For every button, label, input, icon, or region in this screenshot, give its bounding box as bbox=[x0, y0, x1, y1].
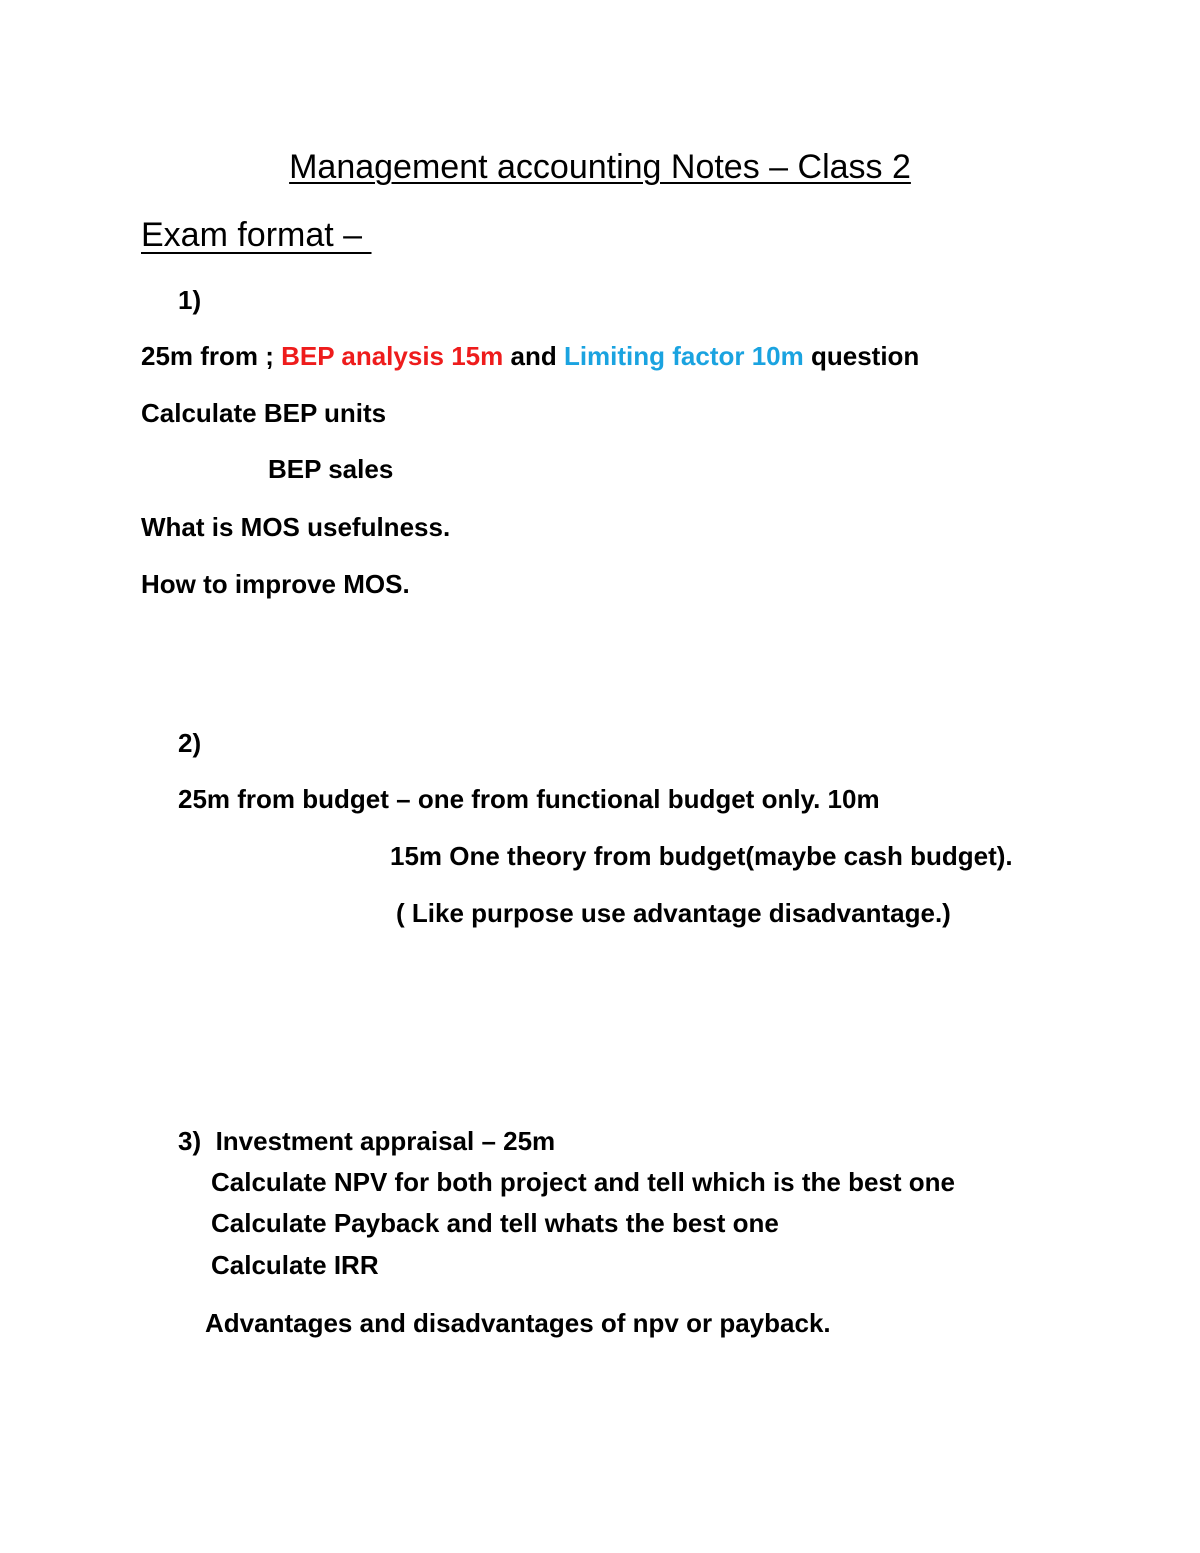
calculate-bep-units: Calculate BEP units bbox=[141, 398, 387, 428]
calculate-irr: Calculate IRR bbox=[211, 1250, 379, 1280]
section-2-number: 2) bbox=[178, 728, 202, 758]
section-2-budget-line: 25m from budget – one from functional budget only. 10m bbox=[178, 784, 880, 814]
bep-analysis-text: BEP analysis 15m bbox=[281, 341, 504, 371]
calculate-payback: Calculate Payback and tell whats the best one bbox=[211, 1208, 779, 1238]
section-2-theory-line: 15m One theory from budget(maybe cash budget). bbox=[390, 841, 1013, 871]
mos-usefulness: What is MOS usefulness. bbox=[141, 512, 451, 542]
and-text: and bbox=[503, 341, 564, 371]
section-1-number: 1) bbox=[178, 285, 202, 315]
calculate-npv: Calculate NPV for both project and tell which is the best one bbox=[211, 1167, 955, 1197]
section-3-investment-line: 3) Investment appraisal – 25m bbox=[178, 1126, 556, 1156]
question-text: question bbox=[803, 341, 920, 371]
section-2-purpose-line: ( Like purpose use advantage disadvantage.) bbox=[396, 898, 951, 928]
document-title: Management accounting Notes – Class 2 bbox=[289, 148, 911, 186]
exam-format-heading: Exam format – bbox=[141, 216, 372, 254]
section-1-marks-line bbox=[141, 343, 919, 369]
bep-sales: BEP sales bbox=[268, 454, 394, 484]
advantages-disadvantages: Advantages and disadvantages of npv or payback. bbox=[205, 1308, 831, 1338]
limiting-factor-text: Limiting factor 10m bbox=[563, 341, 804, 371]
marks-prefix: 25m from ; bbox=[141, 341, 282, 371]
improve-mos: How to improve MOS. bbox=[141, 569, 410, 599]
